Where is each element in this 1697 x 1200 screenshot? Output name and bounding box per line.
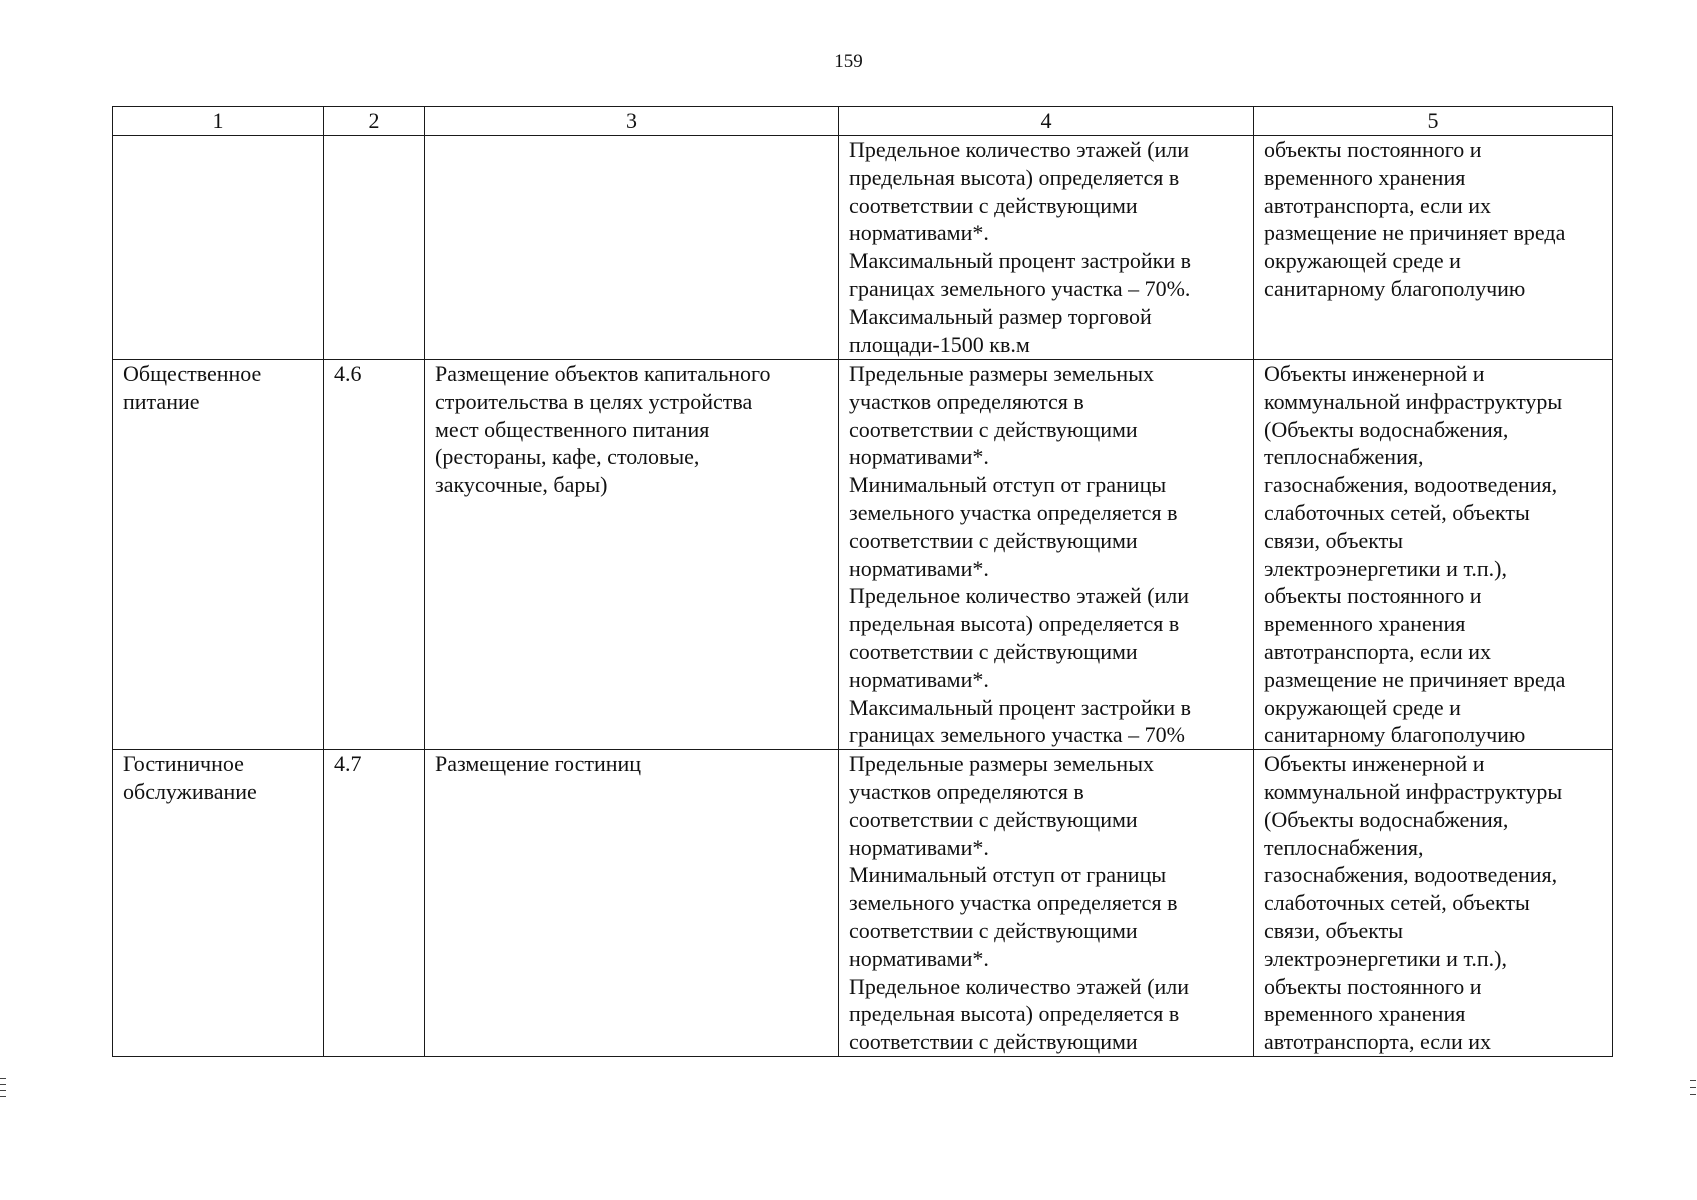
cell-line: санитарному благополучию <box>1264 722 1526 748</box>
cell-line: объекты постоянного и <box>1264 973 1482 999</box>
cell-line: объекты постоянного и <box>1264 583 1482 609</box>
cell-line: окружающей среде и <box>1264 694 1461 720</box>
parameters-cell <box>839 360 1254 750</box>
cell-line: размещение не причиняет вреда <box>1264 666 1566 692</box>
cell-line: закусочные, бары) <box>435 472 608 498</box>
table-row <box>113 750 1613 1057</box>
cell-line: предельная высота) определяется в <box>849 1001 1180 1027</box>
cell-line: Предельное количество этажей (или <box>849 137 1190 162</box>
cell-line: газоснабжения, водоотведения, <box>1264 472 1558 498</box>
cell-line: соответствии с действующими <box>849 806 1138 832</box>
cell-line: участков определяются в <box>849 388 1084 414</box>
cell-line: (рестораны, кафе, столовые, <box>435 444 700 470</box>
cell-line: земельного участка определяется в <box>849 499 1178 525</box>
cell-line: связи, объекты <box>1264 917 1404 943</box>
cell-line: автотранспорта, если их <box>1264 192 1492 218</box>
use-name-cell <box>113 750 324 1057</box>
cell-line: Гостиничное <box>123 751 244 777</box>
cell-line: соответствии с действующими <box>849 192 1138 218</box>
cell-line: газоснабжения, водоотведения, <box>1264 862 1558 888</box>
cell-line: соответствии с действующими <box>849 527 1138 553</box>
cell-line: электроэнергетики и т.п.), <box>1264 945 1507 971</box>
parameters-cell <box>839 750 1254 1057</box>
cell-line: автотранспорта, если их <box>1264 1029 1492 1055</box>
cell-line: Минимальный отступ от границы <box>849 472 1167 498</box>
table-row <box>113 360 1613 750</box>
use-code-cell <box>324 360 425 750</box>
cell-line: площади-1500 кв.м <box>849 331 1030 357</box>
scan-mark <box>1690 1087 1696 1088</box>
cell-line: теплоснабжения, <box>1264 444 1424 470</box>
cell-line: строительства в целях устройства <box>435 388 753 414</box>
cell-line: временного хранения <box>1264 164 1466 190</box>
cell-line: участков определяются в <box>849 778 1084 804</box>
cell-line: Предельное количество этажей (или <box>849 973 1190 999</box>
use-description-cell <box>425 750 839 1057</box>
auxiliary-uses-cell <box>1254 750 1613 1057</box>
cell-line: Максимальный процент застройки в <box>849 694 1191 720</box>
use-code-cell <box>324 136 425 360</box>
cell-line: Объекты инженерной и <box>1264 751 1485 777</box>
use-code-cell <box>324 750 425 1057</box>
cell-line: теплоснабжения, <box>1264 834 1424 860</box>
cell-line: питание <box>123 388 200 414</box>
cell-line: границах земельного участка – 70% <box>849 722 1185 748</box>
column-header: 2 <box>324 107 425 136</box>
auxiliary-uses-cell <box>1254 136 1613 360</box>
parameters-cell <box>839 136 1254 360</box>
cell-line: соответствии с действующими <box>849 1029 1138 1055</box>
cell-line: (Объекты водоснабжения, <box>1264 806 1509 832</box>
cell-line: электроэнергетики и т.п.), <box>1264 555 1507 581</box>
cell-line: слаботочных сетей, объекты <box>1264 890 1530 916</box>
cell-line: автотранспорта, если их <box>1264 638 1492 664</box>
scan-mark <box>0 1084 6 1085</box>
column-header: 4 <box>839 107 1254 136</box>
cell-line: нормативами*. <box>849 666 989 692</box>
table-header-row <box>113 107 1613 136</box>
cell-line: нормативами*. <box>849 555 989 581</box>
cell-line: Максимальный процент застройки в <box>849 248 1191 274</box>
cell-line: предельная высота) определяется в <box>849 611 1180 637</box>
cell-line: соответствии с действующими <box>849 917 1138 943</box>
scan-mark <box>0 1078 6 1079</box>
cell-line: Объекты инженерной и <box>1264 361 1485 386</box>
cell-line: Предельные размеры земельных <box>849 361 1154 386</box>
cell-line: 4.6 <box>334 361 362 386</box>
cell-line: объекты постоянного и <box>1264 137 1482 162</box>
scan-mark <box>0 1090 6 1091</box>
scan-mark <box>1690 1080 1696 1081</box>
cell-line: Предельное количество этажей (или <box>849 583 1190 609</box>
cell-line: коммунальной инфраструктуры <box>1264 388 1563 414</box>
cell-line: соответствии с действующими <box>849 638 1138 664</box>
use-name-cell <box>113 136 324 360</box>
cell-line: коммунальной инфраструктуры <box>1264 778 1563 804</box>
cell-line: слаботочных сетей, объекты <box>1264 499 1530 525</box>
cell-line: Размещение гостиниц <box>435 751 642 777</box>
cell-line: нормативами*. <box>849 945 989 971</box>
cell-line: Размещение объектов капитального <box>435 361 771 386</box>
cell-line: нормативами*. <box>849 444 989 470</box>
cell-line: Общественное <box>123 361 262 386</box>
scan-mark <box>0 1096 6 1097</box>
cell-line: мест общественного питания <box>435 416 710 442</box>
use-name-cell <box>113 360 324 750</box>
cell-line: временного хранения <box>1264 611 1466 637</box>
zoning-table <box>112 106 1613 1057</box>
cell-line: Предельные размеры земельных <box>849 751 1154 777</box>
cell-line: предельная высота) определяется в <box>849 164 1180 190</box>
cell-line: Максимальный размер торговой <box>849 303 1152 329</box>
cell-line: размещение не причиняет вреда <box>1264 220 1566 246</box>
cell-line: временного хранения <box>1264 1001 1466 1027</box>
cell-line: (Объекты водоснабжения, <box>1264 416 1509 442</box>
cell-line: 4.7 <box>334 751 362 777</box>
cell-line: санитарному благополучию <box>1264 275 1526 301</box>
use-description-cell <box>425 360 839 750</box>
column-header: 3 <box>425 107 839 136</box>
cell-line: нормативами*. <box>849 220 989 246</box>
column-header: 5 <box>1254 107 1613 136</box>
cell-line: Минимальный отступ от границы <box>849 862 1167 888</box>
use-description-cell <box>425 136 839 360</box>
cell-line: соответствии с действующими <box>849 416 1138 442</box>
cell-line: окружающей среде и <box>1264 248 1461 274</box>
cell-line: границах земельного участка – 70%. <box>849 275 1191 301</box>
page-number: 159 <box>834 51 863 72</box>
scan-mark <box>1690 1094 1696 1095</box>
cell-line: обслуживание <box>123 778 257 804</box>
table-row <box>113 136 1613 360</box>
cell-line: земельного участка определяется в <box>849 890 1178 916</box>
cell-line: связи, объекты <box>1264 527 1404 553</box>
column-header: 1 <box>113 107 324 136</box>
cell-line: нормативами*. <box>849 834 989 860</box>
auxiliary-uses-cell <box>1254 360 1613 750</box>
